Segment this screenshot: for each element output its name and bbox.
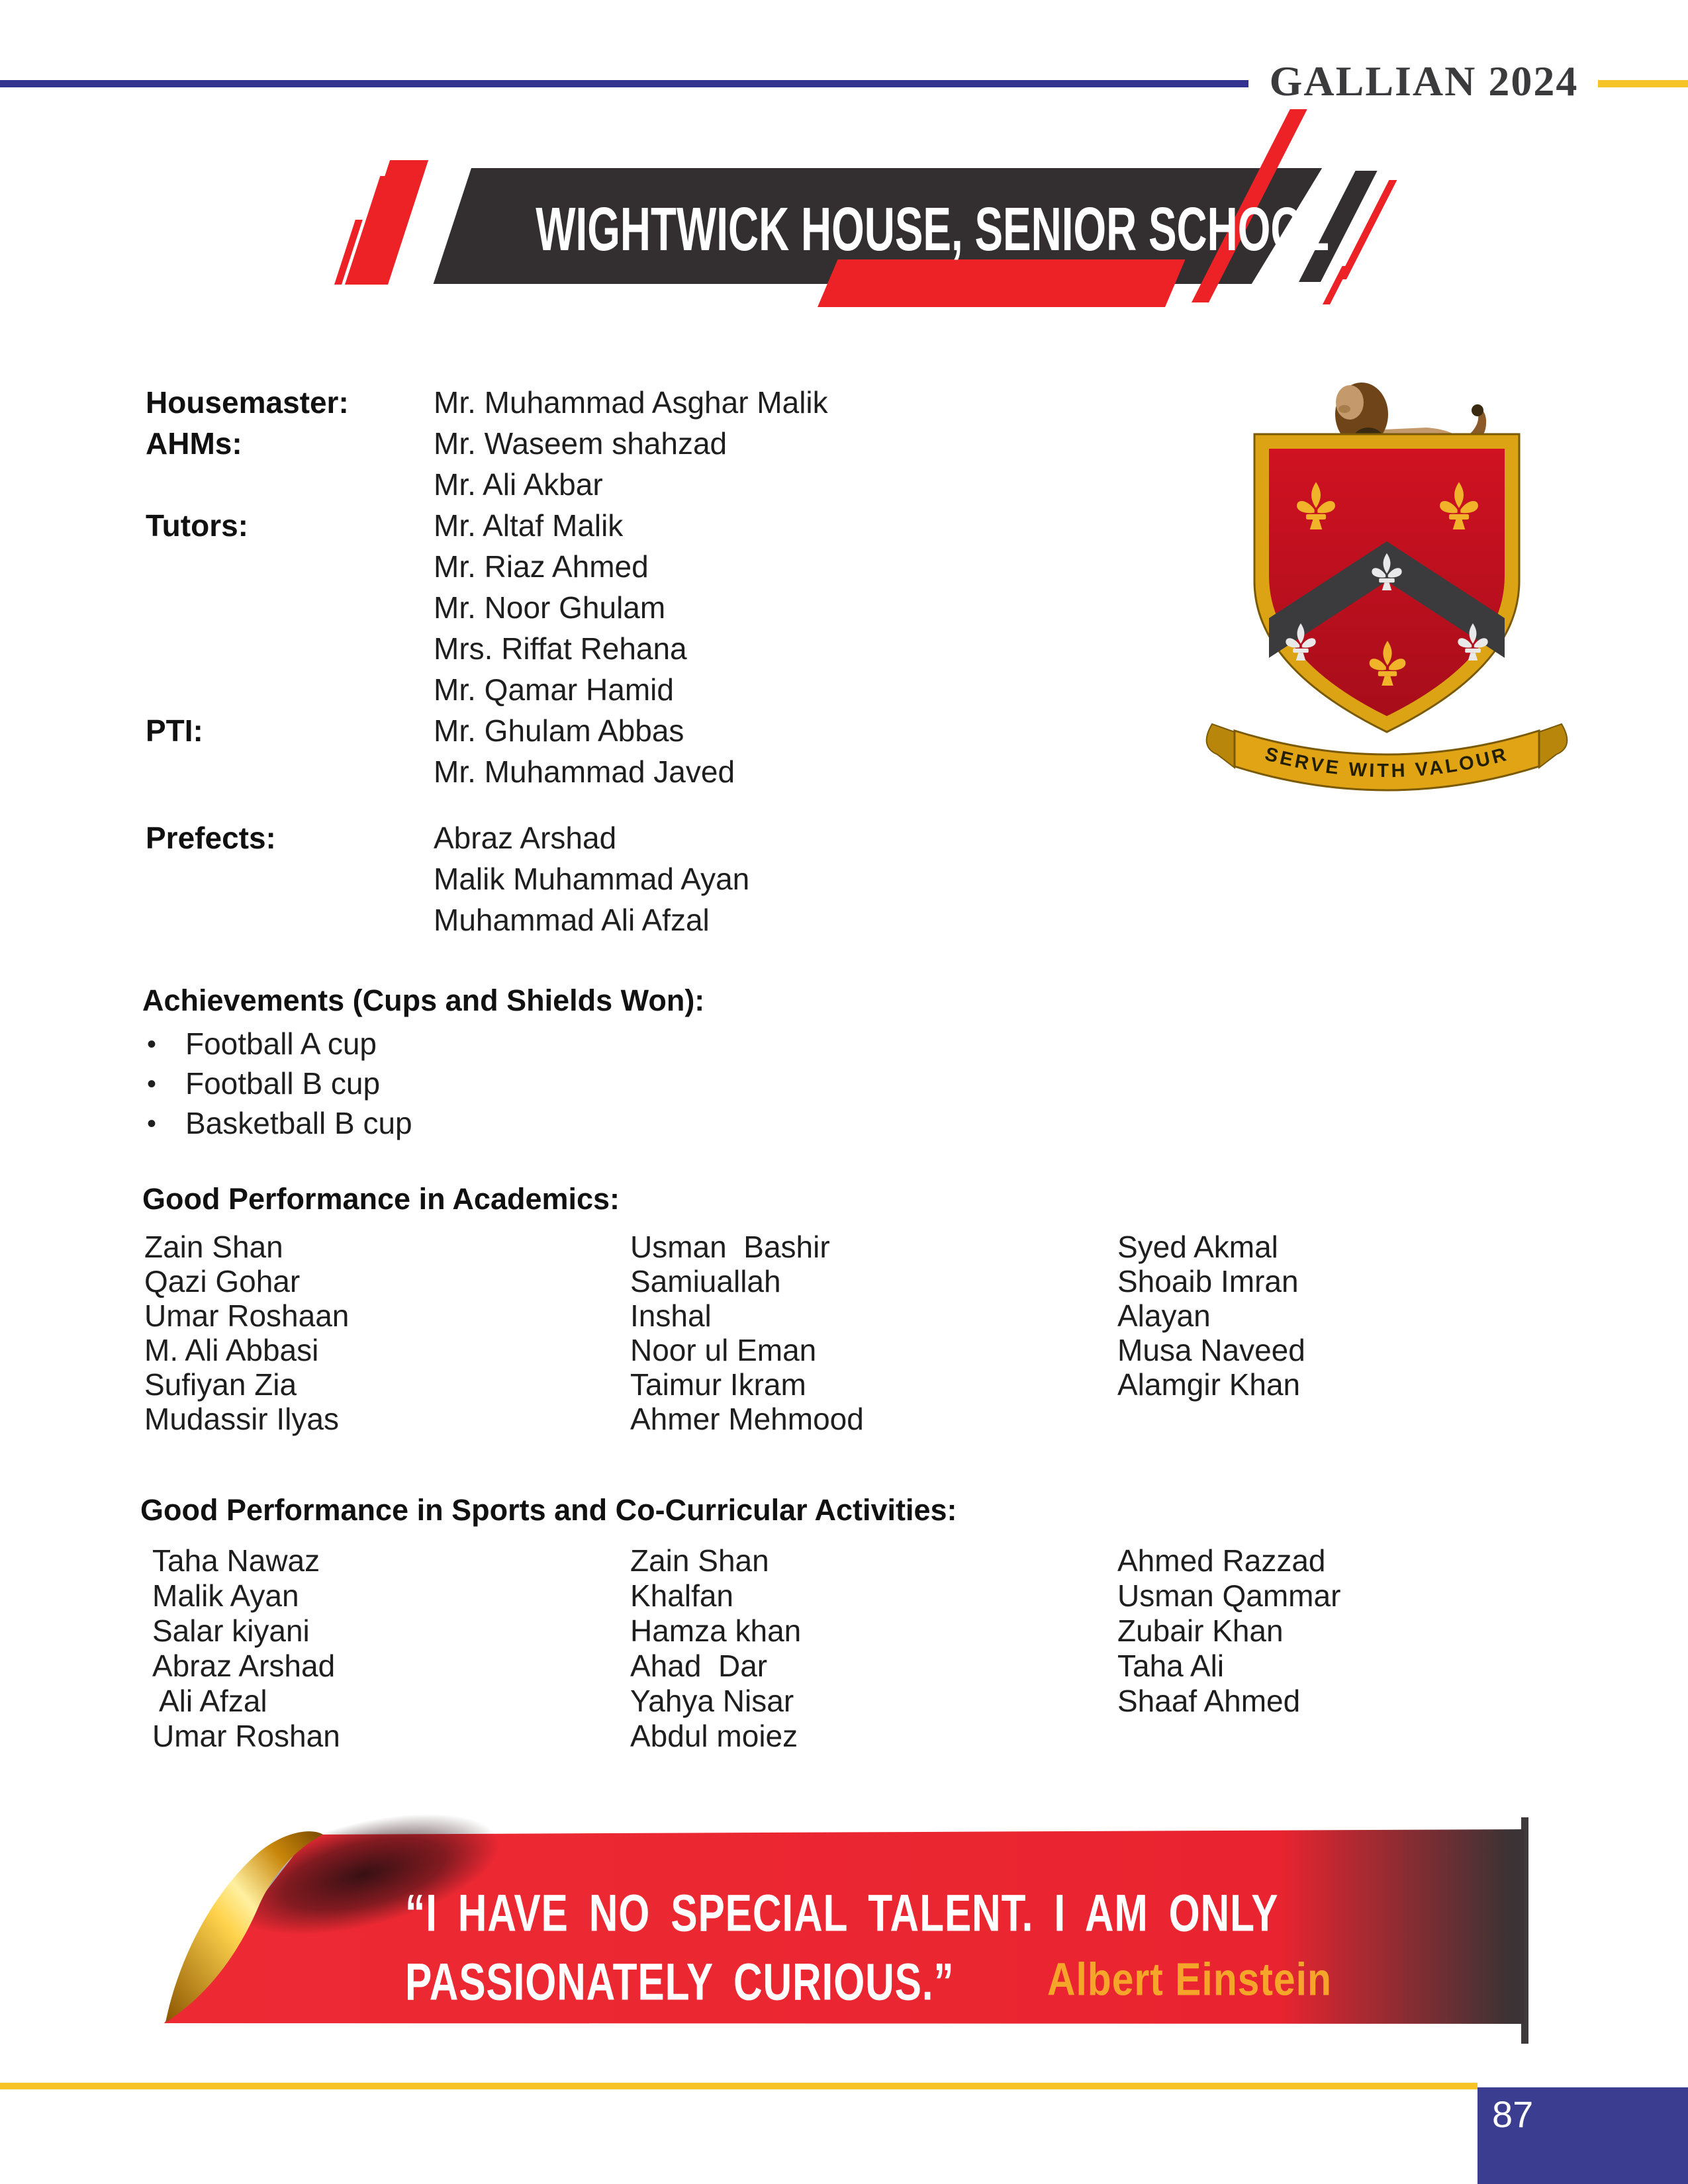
student-name: Yahya Nisar [630, 1684, 794, 1718]
student-name: Syed Akmal [1117, 1230, 1278, 1264]
student-name: Musa Naveed [1117, 1333, 1305, 1367]
top-blue-rule [0, 80, 1248, 87]
staff-name: Mr. Ali Akbar [434, 467, 603, 502]
achievement-item [147, 1105, 412, 1141]
crest-ribbon [1207, 724, 1568, 790]
sports-column-3 [1117, 1543, 1340, 1719]
student-name: Umar Roshaan [144, 1298, 350, 1333]
achievement-text: Basketball B cup [185, 1106, 412, 1140]
quote-line-2 [405, 1952, 1059, 2012]
student-name: Samiuallah [630, 1264, 781, 1298]
student-name: Alamgir Khan [1117, 1367, 1301, 1402]
academics-heading: Good Performance in Academics: [142, 1182, 620, 1216]
quote-line-1-text: “I HAVE NO SPECIAL TALENT. I AM ONLY [405, 1884, 1279, 1943]
staff-name: Mr. Muhammad Asghar Malik [434, 385, 828, 420]
quote-author-text: Albert Einstein [1047, 1954, 1332, 2006]
staff-name: Mr. Riaz Ahmed [434, 549, 649, 584]
student-name: Salar kiyani [152, 1614, 310, 1648]
crest-motto: SERVE WITH VALOUR [1262, 743, 1511, 782]
student-name: Hamza khan [630, 1614, 802, 1648]
academics-column-3 [1117, 1230, 1305, 1402]
academics-column-2 [630, 1230, 864, 1436]
staff-name: Mr. Qamar Hamid [434, 672, 674, 707]
student-name: Shaaf Ahmed [1117, 1684, 1301, 1718]
achievements-heading: Achievements (Cups and Shields Won): [142, 983, 705, 1017]
bottom-yellow-rule [0, 2083, 1477, 2089]
crest-shield [1254, 434, 1519, 732]
student-name: Taimur Ikram [630, 1367, 806, 1402]
page-number: 87 [1492, 2093, 1534, 2135]
academics-column-1 [144, 1230, 349, 1436]
student-name: Ali Afzal [159, 1684, 267, 1718]
prefect-name: Abraz Arshad [434, 821, 617, 855]
student-name: Zain Shan [144, 1230, 283, 1264]
student-name: Umar Roshan [152, 1719, 340, 1753]
student-name: Mudassir Ilyas [144, 1402, 339, 1436]
staff-label: AHMs: [146, 426, 242, 461]
quote-line-1 [405, 1884, 1445, 1943]
banner-slash-right-short [1323, 266, 1350, 304]
student-name: Sufiyan Zia [144, 1367, 297, 1402]
prefects-label: Prefects: [146, 821, 276, 855]
student-name: Zain Shan [630, 1543, 769, 1578]
prefect-name: Muhammad Ali Afzal [434, 903, 710, 937]
achievement-item [147, 1066, 380, 1101]
student-name: Malik Ayan [152, 1578, 299, 1613]
sports-column-2 [630, 1543, 801, 1754]
student-name: Taha Ali [1117, 1649, 1225, 1683]
house-title: WIGHTWICK HOUSE, SENIOR SCHOOL [536, 195, 1330, 263]
house-title-wrap [410, 195, 1330, 263]
staff-name: Mrs. Riffat Rehana [434, 631, 687, 666]
student-name: Abdul moiez [630, 1719, 798, 1753]
staff-label: Tutors: [146, 508, 249, 543]
student-name: Taha Nawaz [152, 1543, 320, 1578]
achievement-text: Football B cup [185, 1066, 381, 1101]
page-number-box [1477, 2087, 1688, 2184]
student-name: Alayan [1117, 1298, 1211, 1333]
achievement-text: Football A cup [185, 1026, 377, 1061]
staff-name: Mr. Ghulam Abbas [434, 713, 684, 748]
student-name: Usman Bashir [630, 1230, 830, 1264]
sports-heading: Good Performance in Sports and Co-Curricular Activities: [140, 1493, 957, 1527]
achievement-item [147, 1026, 377, 1062]
student-name: Khalfan [630, 1578, 734, 1613]
sports-column-1 [152, 1543, 340, 1754]
prefect-name: Malik Muhammad Ayan [434, 862, 750, 896]
quote-line-2-text: PASSIONATELY CURIOUS.” [405, 1953, 955, 2012]
staff-label: Housemaster: [146, 385, 349, 420]
staff-name: Mr. Waseem shahzad [434, 426, 727, 461]
student-name: Zubair Khan [1117, 1614, 1284, 1648]
student-name: Shoaib Imran [1117, 1264, 1299, 1298]
student-name: Qazi Gohar [144, 1264, 301, 1298]
student-name: Abraz Arshad [152, 1649, 336, 1683]
staff-name: Mr. Altaf Malik [434, 508, 624, 543]
student-name: Ahmer Mehmood [630, 1402, 864, 1436]
staff-name: Mr. Noor Ghulam [434, 590, 666, 625]
student-name: Usman Qammar [1117, 1578, 1341, 1613]
top-yellow-rule [1598, 80, 1688, 87]
student-name: Ahad Dar [630, 1649, 768, 1683]
student-name: Noor ul Eman [630, 1333, 817, 1367]
banner-red-underlay [818, 259, 1186, 307]
house-crest [1188, 363, 1569, 796]
quote-author [1047, 1954, 1347, 2006]
student-name: Inshal [630, 1298, 712, 1333]
student-name: Ahmed Razzad [1117, 1543, 1326, 1578]
staff-label: PTI: [146, 713, 203, 748]
journal-title: GALLIAN 2024 [1269, 58, 1579, 105]
staff-name: Mr. Muhammad Javed [434, 754, 735, 789]
student-name: M. Ali Abbasi [144, 1333, 319, 1367]
